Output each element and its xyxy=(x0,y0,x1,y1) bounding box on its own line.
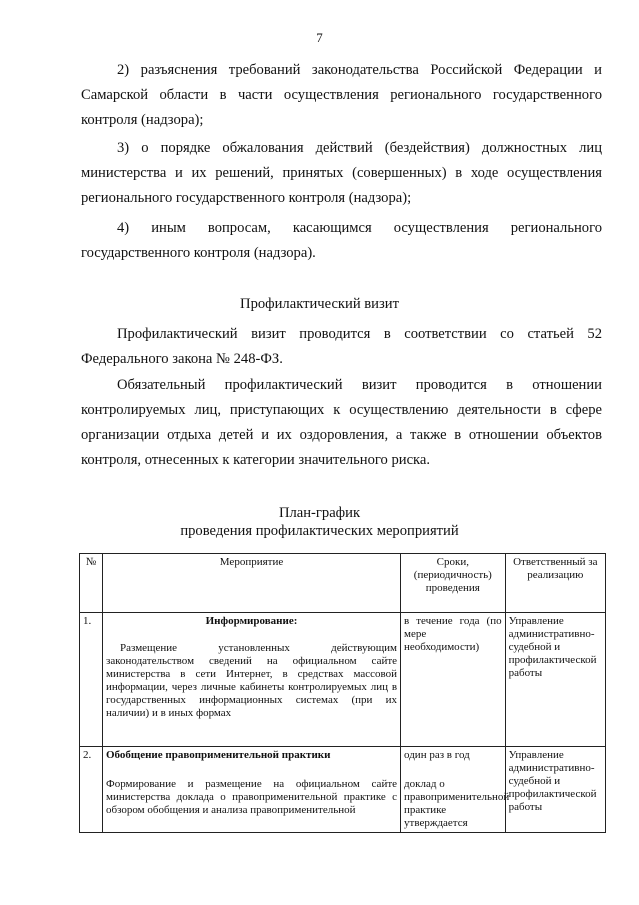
row-2-responsible: Управление административно-судебной и профилактической работы xyxy=(505,747,605,833)
list-item-3 xyxy=(81,136,602,211)
header-terms: Сроки, (периодичность) проведения xyxy=(401,554,506,613)
row-2-title: Обобщение правоприменительной практики xyxy=(106,749,331,761)
row-2-terms-line1: один раз в год xyxy=(404,749,470,761)
list-item-2-first-line: 2) разъяснения требований законодательства Российской Федерации и xyxy=(117,62,602,78)
header-num: № xyxy=(80,554,103,613)
list-item-3-first-line: 3) о порядке обжалования действий (бездействия) должностных лиц xyxy=(117,140,602,156)
row-2-terms-line2: доклад о правоприменительной практике утверждается xyxy=(404,778,510,829)
list-item-4-first-line: 4) иным вопросам, касающимся осуществления регионального xyxy=(117,220,602,236)
header-activity: Мероприятие xyxy=(103,554,401,613)
table-header-row xyxy=(80,554,606,613)
plan-table xyxy=(79,553,606,833)
row-2-terms xyxy=(401,747,510,833)
list-item-4 xyxy=(81,216,602,266)
plan-subtitle: проведения профилактических мероприятий xyxy=(180,523,459,539)
list-item-4-rest: государственного контроля (надзора). xyxy=(81,245,316,261)
visit-paragraph-2 xyxy=(81,373,602,473)
row-1-title: Информирование: xyxy=(205,615,298,627)
row-1-terms: в течение года (по мере необходимости) xyxy=(401,613,506,747)
row-1-activity xyxy=(103,613,401,747)
row-1-responsible: Управление административно-судебной и профилактической работы xyxy=(505,613,605,747)
row-2-activity xyxy=(103,747,401,833)
page-number: 7 xyxy=(316,30,323,45)
visit-paragraph-1-first-line: Профилактический визит проводится в соответствии со статьей 52 xyxy=(117,326,602,342)
list-item-2 xyxy=(81,58,602,133)
plan-title: План-график xyxy=(278,505,361,521)
row-2-num: 2. xyxy=(80,747,103,833)
list-item-3-rest: министерства и их решений, принятых (совершенных) в ходе осуществления регионального государственного контроля (надзора); xyxy=(81,165,602,206)
table-row xyxy=(80,747,606,833)
row-2-description: Формирование и размещение на официальном сайте министерства доклада о правоприменительной практике с обзором обобщения и анализа правоприменительной xyxy=(106,778,398,816)
visit-paragraph-1 xyxy=(81,322,602,372)
row-1-num: 1. xyxy=(80,613,103,747)
list-item-2-rest: Самарской области в части осуществления регионального государственного контроля (надзора); xyxy=(81,87,602,128)
section-title: Профилактический визит xyxy=(240,296,399,312)
table-row xyxy=(80,613,606,747)
visit-paragraph-2-first-line: Обязательный профилактический визит проводится в отношении xyxy=(117,377,602,393)
row-1-description: Размещение установленных действующим законодательством сведений на официальном сайте министерства в сети Интернет, в средствах массовой информации, через личные кабинеты контролируемых лиц в государственных информационных системах (при их наличии) и в иных формах xyxy=(106,642,398,719)
visit-paragraph-1-rest: Федерального закона № 248-ФЗ. xyxy=(81,351,283,367)
visit-paragraph-2-rest: контролируемых лиц, приступающих к осуществлению деятельности в сфере организации отдыха детей и их оздоровления, а также в отношении объектов контроля, отнесенных к категории значительного риска. xyxy=(81,402,602,468)
header-responsible: Ответственный за реализацию xyxy=(505,554,605,613)
